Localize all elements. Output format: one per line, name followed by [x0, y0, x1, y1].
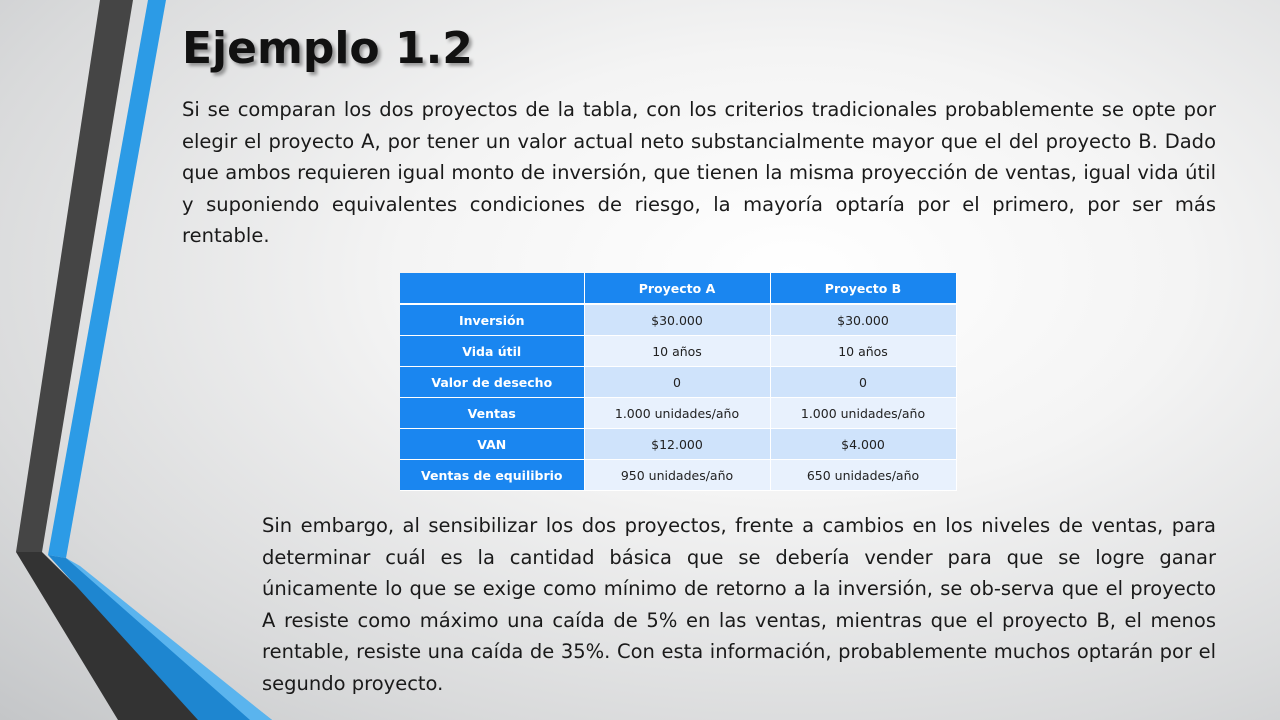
cell-proyecto-a: $12.000: [584, 429, 770, 460]
row-label: Inversión: [400, 304, 584, 336]
header-proyecto-b: Proyecto B: [770, 273, 956, 304]
row-label: Valor de desecho: [400, 367, 584, 398]
table-row: [400, 398, 956, 429]
cell-proyecto-a: 950 unidades/año: [584, 460, 770, 491]
header-proyecto-a: Proyecto A: [584, 273, 770, 304]
row-label: Ventas de equilibrio: [400, 460, 584, 491]
row-label: Vida útil: [400, 336, 584, 367]
cell-proyecto-b: 10 años: [770, 336, 956, 367]
cell-proyecto-b: 0: [770, 367, 956, 398]
header-empty-cell: [400, 273, 584, 304]
cell-proyecto-a: 1.000 unidades/año: [584, 398, 770, 429]
row-label: Ventas: [400, 398, 584, 429]
table-header-row: [400, 273, 956, 304]
cell-proyecto-a: $30.000: [584, 304, 770, 336]
table-row: [400, 367, 956, 398]
cell-proyecto-b: $30.000: [770, 304, 956, 336]
cell-proyecto-b: $4.000: [770, 429, 956, 460]
intro-paragraph: Si se comparan los dos proyectos de la tabla, con los criterios tradicionales probablemente se opte por elegir el proyecto A, por tener un valor actual neto substancialmente mayor que el del proyecto B. Dado que ambos requieren igual monto de inversión, que tienen la misma proyección de ventas, igual vida útil y suponiendo equivalentes condiciones de riesgo, la mayoría optaría por el primero, por ser más rentable.: [182, 98, 1216, 247]
cell-proyecto-b: 1.000 unidades/año: [770, 398, 956, 429]
table-row: [400, 336, 956, 367]
table-row: [400, 460, 956, 491]
comparison-table: [400, 273, 957, 491]
conclusion-paragraph: Sin embargo, al sensibilizar los dos proyectos, frente a cambios en los niveles de ventas, para determinar cuál es la cantidad básica que se debería vender para que se logre ganar únicamente lo que se exige como mínimo de retorno a la inversión, se ob-serva que el proyecto A resiste como máximo una caída de 5% en las ventas, mientras que el proyecto B, el menos rentable, resiste una caída de 35%. Con esta información, probablemente muchos optarán por el segundo proyecto.: [262, 514, 1216, 695]
row-label: VAN: [400, 429, 584, 460]
cell-proyecto-a: 10 años: [584, 336, 770, 367]
cell-proyecto-b: 650 unidades/año: [770, 460, 956, 491]
table-row: [400, 429, 956, 460]
slide-title: Ejemplo 1.2: [182, 23, 473, 74]
table-row: [400, 304, 956, 336]
cell-proyecto-a: 0: [584, 367, 770, 398]
